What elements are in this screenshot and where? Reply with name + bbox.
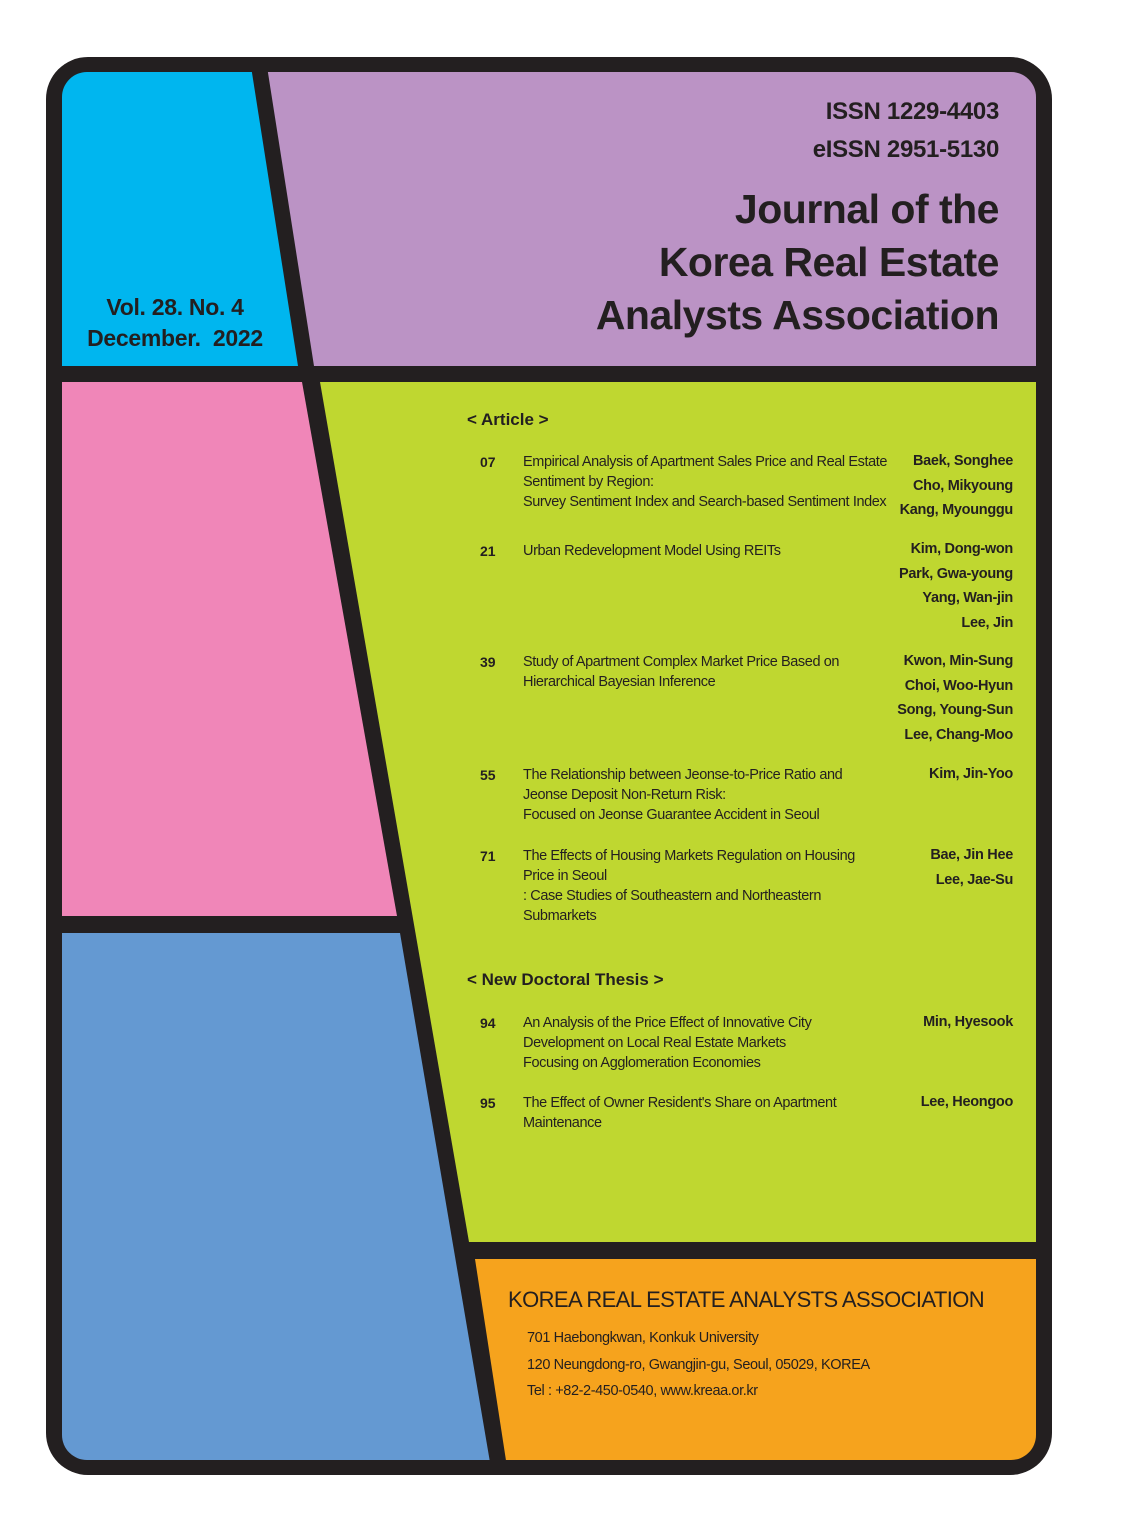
toc-page-number: 07 xyxy=(480,454,496,470)
author: Min, Hyesook xyxy=(923,1014,1013,1030)
publisher-contact-line: Tel : +82-2-450-0540, www.kreaa.or.kr xyxy=(527,1383,758,1399)
toc-article-title xyxy=(523,541,893,561)
author: Choi, Woo-Hyun xyxy=(904,677,1013,694)
volume-number: Vol. 28. No. 4 xyxy=(106,294,244,320)
title-line: Price in Seoul xyxy=(523,868,607,884)
toc-authors xyxy=(863,843,1013,892)
toc-authors xyxy=(863,537,1013,635)
author: Park, Gwa-young xyxy=(899,565,1013,582)
publisher-address-line: 120 Neungdong-ro, Gwangjin-gu, Seoul, 05029, KOREA xyxy=(527,1357,870,1373)
title-line: Study of Apartment Complex Market Price Based on xyxy=(523,654,840,670)
toc-page-number: 95 xyxy=(480,1095,496,1111)
title-line: Focused on Jeonse Guarantee Accident in Seoul xyxy=(523,807,820,823)
toc-authors xyxy=(863,1090,1013,1115)
author: Lee, Jin xyxy=(961,614,1013,631)
author: Kim, Jin-Yoo xyxy=(929,766,1013,782)
toc-authors xyxy=(863,649,1013,747)
author: Kim, Dong-won xyxy=(910,541,1013,557)
journal-title-line: Journal of the xyxy=(734,186,999,232)
title-line: The Effect of Owner Resident's Share on Apartment xyxy=(523,1095,837,1111)
author: Lee, Jae-Su xyxy=(935,871,1013,888)
toc-article-title xyxy=(523,1093,893,1133)
author: Bae, Jin Hee xyxy=(930,847,1013,863)
title-line: Survey Sentiment Index and Search-based Sentiment Index xyxy=(523,494,887,510)
title-line: Focusing on Agglomeration Economies xyxy=(523,1055,761,1071)
eissn: eISSN 2951-5130 xyxy=(812,136,999,163)
issn: ISSN 1229-4403 xyxy=(825,98,999,125)
author: Yang, Wan-jin xyxy=(922,590,1013,606)
author: Lee, Chang-Moo xyxy=(904,726,1013,743)
title-line: Submarkets xyxy=(523,908,597,924)
author: Baek, Songhee xyxy=(912,453,1013,469)
section-heading-article: < Article > xyxy=(467,410,549,429)
author: Kang, Myounggu xyxy=(899,502,1013,518)
toc-page-number: 55 xyxy=(480,767,496,783)
title-line: Development on Local Real Estate Markets xyxy=(523,1035,786,1051)
toc-authors xyxy=(863,449,1013,523)
title-line: : Case Studies of Southeastern and Northeastern xyxy=(523,888,821,904)
toc-page-number: 71 xyxy=(480,848,496,864)
author: Song, Young-Sun xyxy=(897,702,1013,718)
author: Cho, Mikyoung xyxy=(912,477,1013,494)
toc-article-title xyxy=(523,1013,893,1073)
section-heading-doctoral-thesis: < New Doctoral Thesis > xyxy=(467,970,664,989)
toc-article-title xyxy=(523,452,893,512)
publisher-name: KOREA REAL ESTATE ANALYSTS ASSOCIATION xyxy=(508,1287,985,1312)
publisher-address-line: 701 Haebongkwan, Konkuk University xyxy=(527,1330,759,1346)
title-line: The Effects of Housing Markets Regulation on Housing xyxy=(523,848,855,864)
title-line: Urban Redevelopment Model Using REITs xyxy=(523,543,781,559)
journal-title xyxy=(439,183,999,342)
author: Kwon, Min-Sung xyxy=(903,653,1013,669)
toc-authors xyxy=(863,762,1013,787)
issue-date: December. 2022 xyxy=(87,325,263,351)
toc-authors xyxy=(863,1010,1013,1035)
title-line: An Analysis of the Price Effect of Innovative City xyxy=(523,1015,812,1031)
journal-title-line: Korea Real Estate xyxy=(658,239,999,285)
title-line: Jeonse Deposit Non-Return Risk: xyxy=(523,787,726,803)
title-line: Sentiment by Region: xyxy=(523,474,654,490)
toc-page-number: 21 xyxy=(480,543,496,559)
title-line: Hierarchical Bayesian Inference xyxy=(523,674,716,690)
toc-article-title xyxy=(523,846,893,926)
author: Lee, Heongoo xyxy=(920,1094,1013,1110)
title-line: Empirical Analysis of Apartment Sales Price and Real Estate xyxy=(523,454,888,470)
toc-article-title xyxy=(523,652,893,692)
journal-title-line: Analysts Association xyxy=(595,292,999,338)
toc-page-number: 39 xyxy=(480,654,496,670)
toc-article-title xyxy=(523,765,893,825)
title-line: The Relationship between Jeonse-to-Price Ratio and xyxy=(523,767,843,783)
title-line: Maintenance xyxy=(523,1115,602,1131)
toc-page-number: 94 xyxy=(480,1015,496,1031)
